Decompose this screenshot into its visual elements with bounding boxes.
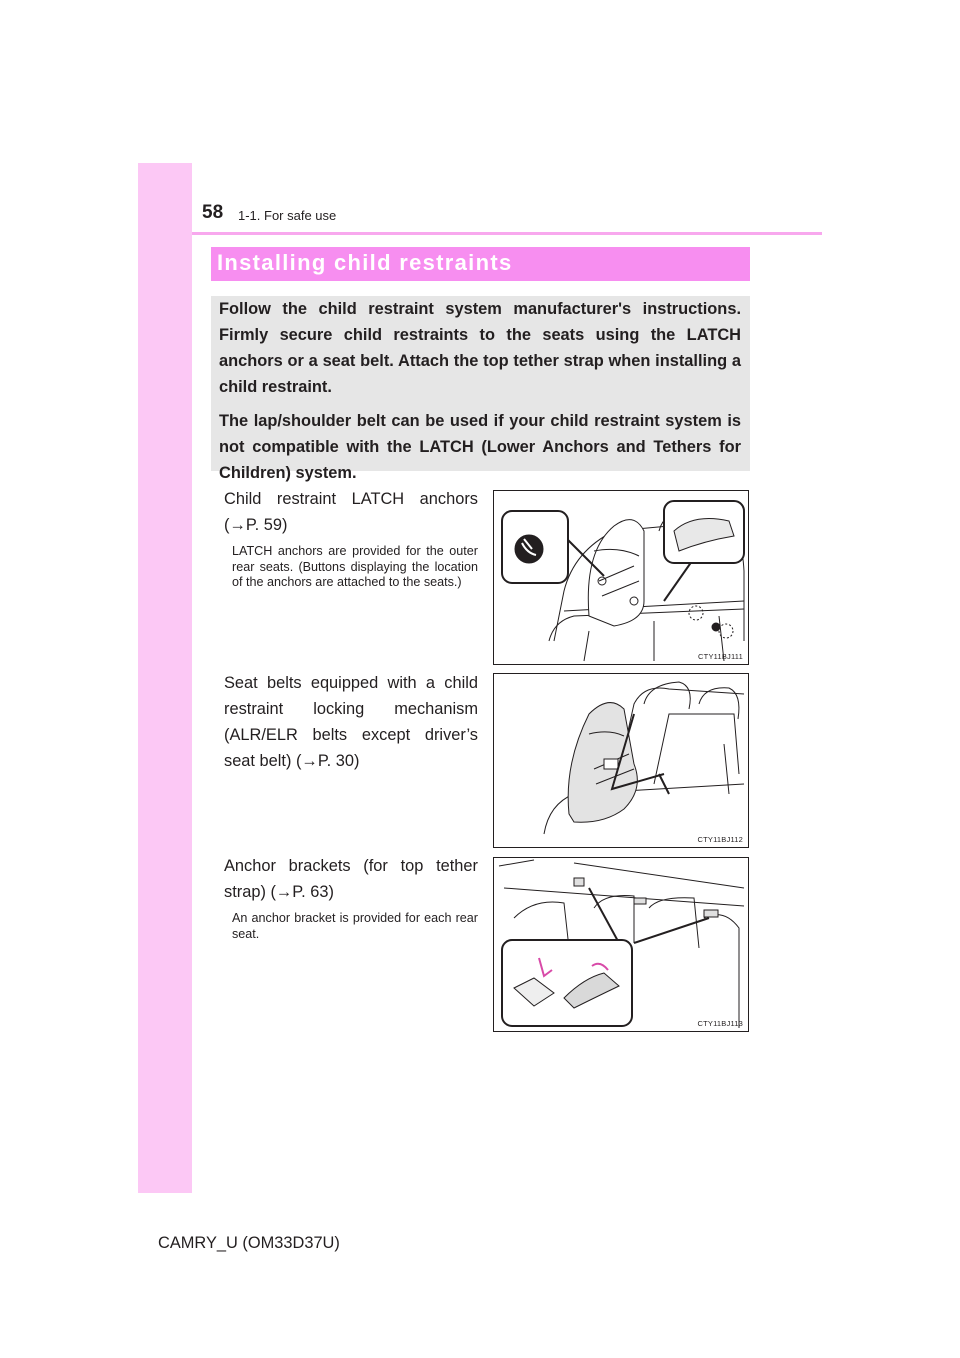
figure-code: CTY11BJ111	[698, 652, 743, 661]
item-alr-elr-belts	[224, 670, 478, 774]
item-title: Seat belts equipped with a child restraint locking mechanism (ALR/ELR belts except driver’s seat belt) (→P. 30)	[224, 674, 478, 770]
footer-model-code: CAMRY_U (OM33D37U)	[158, 1234, 340, 1252]
section-title-bar	[211, 247, 750, 281]
page-title: Installing child restraints	[217, 250, 513, 275]
seat-belt-illustration	[493, 673, 749, 848]
section-label: 1-1. For safe use	[238, 208, 337, 223]
figure-code: CTY11BJ113	[697, 1019, 743, 1028]
intro-paragraph-1: Follow the child restraint system manufacturer's instructions. Firmly secure child restraints to the seats using the LATCH anchors or a seat belt. Attach the top tether strap when installing a child restraint.	[219, 300, 741, 396]
item-title: Anchor brackets (for top tether strap) (→P. 63)	[224, 857, 478, 901]
latch-anchors-illustration	[493, 490, 749, 665]
intro-box	[211, 296, 750, 482]
figure-code: CTY11BJ112	[697, 835, 743, 844]
anchor-brackets-illustration	[493, 857, 749, 1032]
item-description: LATCH anchors are provided for the outer rear seats. (Buttons displaying the location of the anchors are attached to the seats.)	[232, 544, 478, 589]
item-latch-anchors	[224, 486, 478, 591]
item-anchor-brackets	[224, 853, 478, 942]
page-number: 58	[202, 202, 224, 223]
item-description: An anchor bracket is provided for each rear seat.	[232, 911, 478, 941]
header-rule	[192, 232, 822, 235]
intro-paragraph-2: The lap/shoulder belt can be used if your child restraint system is not compatible with the LATCH (Lower Anchors and Tethers for Children) system.	[219, 412, 741, 482]
item-title: Child restraint LATCH anchors (→P. 59)	[224, 490, 478, 534]
chapter-side-tab	[138, 163, 192, 1193]
